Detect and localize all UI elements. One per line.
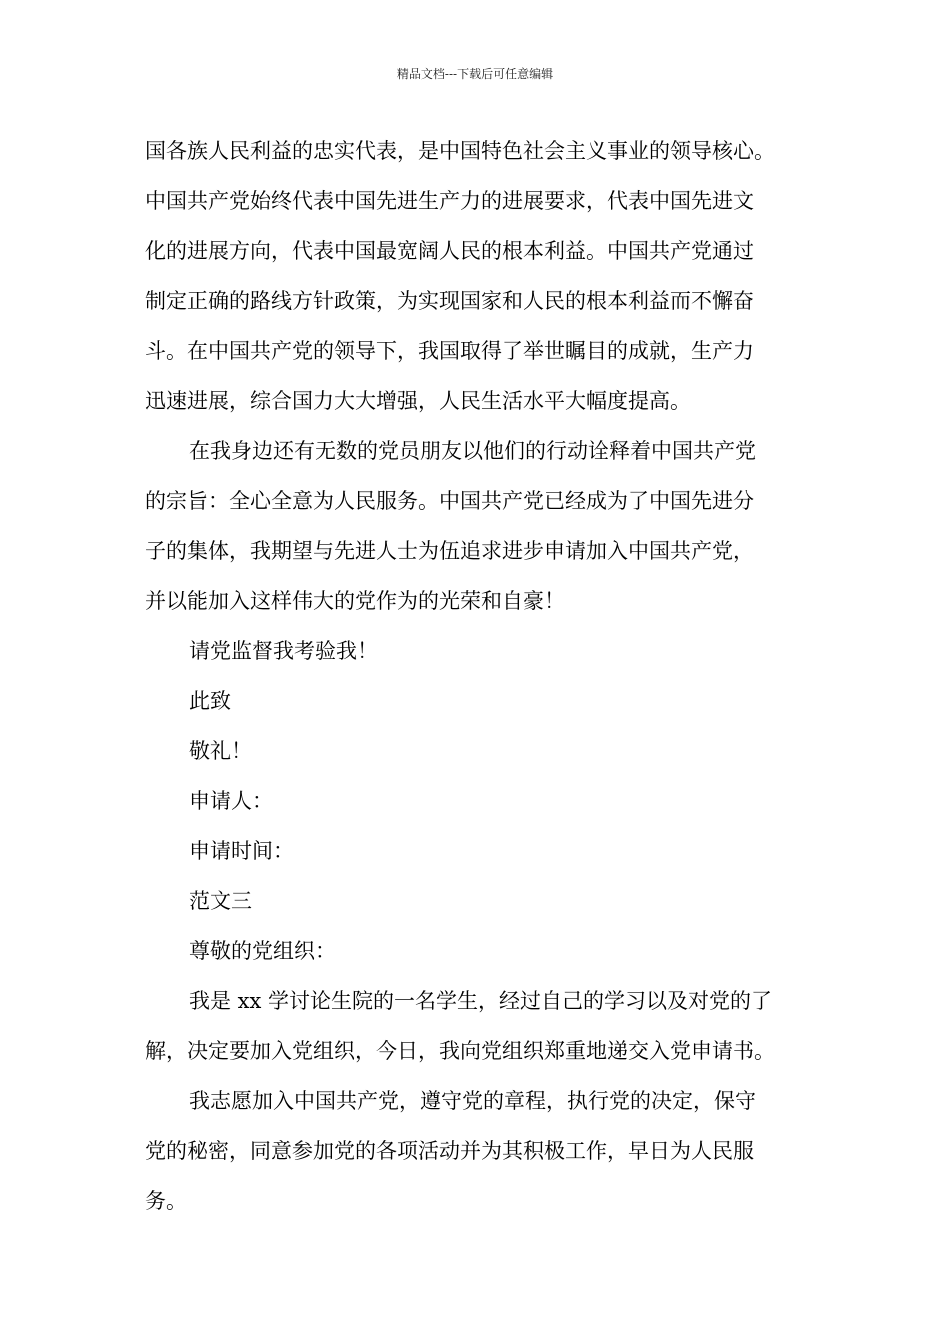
closing-salutation: 此致: [189, 689, 231, 713]
page-header: 精品文档---下载后可任意编辑: [396, 67, 554, 81]
text-line: 并以能加入这样伟大的党作为的光荣和自豪！: [145, 589, 565, 613]
applicant-label: 申请人：: [189, 789, 273, 813]
text-line: 在我身边还有无数的党员朋友以他们的行动诠释着中国共产党: [189, 439, 756, 463]
letter-greeting: 尊敬的党组织：: [189, 939, 336, 963]
application-date-label: 申请时间：: [189, 839, 294, 863]
text-line: 制定正确的路线方针政策，为实现国家和人民的根本利益而不懈奋: [145, 289, 754, 313]
closing-regards: 敬礼！: [189, 739, 252, 763]
text-line: 党的秘密，同意参加党的各项活动并为其积极工作，早日为人民服: [145, 1139, 754, 1163]
text-line: 解，决定要加入党组织，今日，我向党组织郑重地递交入党申请书。: [145, 1039, 775, 1063]
text-line: 国各族人民利益的忠实代表，是中国特色社会主义事业的领导核心。: [145, 139, 775, 163]
text-line: 中国共产党始终代表中国先进生产力的进展要求，代表中国先进文: [145, 189, 754, 213]
document-body: [145, 126, 835, 1226]
text-line: 的宗旨：全心全意为人民服务。中国共产党已经成为了中国先进分: [145, 489, 754, 513]
text-line: 请党监督我考验我！: [189, 639, 378, 663]
text-line: 斗。在中国共产党的领导下，我国取得了举世瞩目的成就，生产力: [145, 339, 754, 363]
text-line: 子的集体，我期望与先进人士为伍追求进步申请加入中国共产党，: [145, 539, 754, 563]
text-line: 我是 xx 学讨论生院的一名学生，经过自己的学习以及对党的了: [189, 989, 773, 1013]
text-line: 化的进展方向，代表中国最宽阔人民的根本利益。中国共产党通过: [145, 239, 754, 263]
section-title: 范文三: [189, 889, 252, 913]
text-line: 务。: [145, 1189, 187, 1213]
text-line: 我志愿加入中国共产党，遵守党的章程，执行党的决定，保守: [189, 1089, 756, 1113]
text-line: 迅速进展，综合国力大大增强，人民生活水平大幅度提高。: [145, 389, 691, 413]
